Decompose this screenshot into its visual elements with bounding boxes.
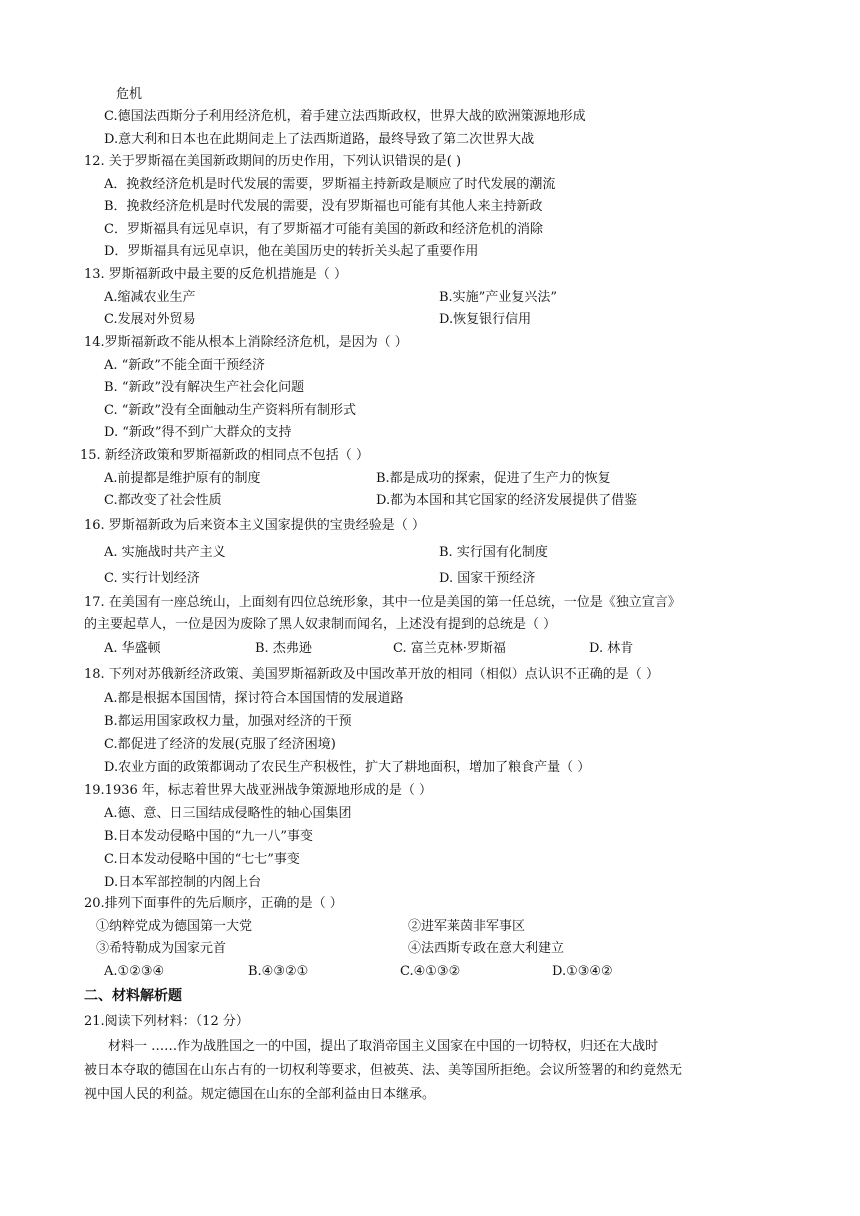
question-13: 13. 罗斯福新政中最主要的反危机措施是（ ） [84,267,347,282]
q15-option-b: B.都是成功的探索，促进了生产力的恢复 [376,471,611,486]
q14-option-b: B. “新政”没有解决生产社会化问题 [104,380,305,395]
section-heading: 二、材料解析题 [84,988,182,1004]
q13-option-b: B.实施”产业复兴法” [439,290,557,305]
question-17: 17. 在美国有一座总统山，上面刻有四位总统形象，其中一位是美国的第一任总统，一位是《独立宣言》 [84,595,681,610]
q12-option-b: B．挽救经济危机是时代发展的需要，没有罗斯福也可能有其他人来主持新政 [104,199,543,214]
option-line: D.意大利和日本也在此期间走上了法西斯道路，最终导致了第二次世界大战 [104,132,535,147]
q16-option-d: D. 国家干预经济 [439,571,536,586]
q18-option-c: C.都促进了经济的发展(克服了经济困境) [104,737,336,752]
q17-option-d: D. 林肯 [589,641,634,656]
question-19: 19.1936 年，标志着世界大战亚洲战争策源地形成的是（ ） [84,783,433,798]
q12-option-c: C．罗斯福具有远见卓识，有了罗斯福才可能有美国的新政和经济危机的消除 [104,222,543,237]
q19-option-a: A.德、意、日三国结成侵略性的轴心国集团 [104,806,352,821]
q14-option-d: D. “新政”得不到广大群众的支持 [104,425,292,440]
q12-option-d: D．罗斯福具有远见卓识，他在美国历史的转折关头起了重要作用 [104,244,479,259]
option-line: 危机 [116,87,143,102]
q18-option-b: B.都运用国家政权力量，加强对经济的干预 [104,714,352,729]
question-17-cont: 的主要起草人，一位是因为废除了黑人奴隶制而闻名，上述没有提到的总统是（ ） [84,617,557,632]
question-16: 16. 罗斯福新政为后来资本主义国家提供的宝贵经验是（ ） [84,518,425,533]
q16-option-b: B. 实行国有化制度 [439,545,548,560]
q14-option-a: A. “新政”不能全面干预经济 [104,358,265,373]
question-14: 14.罗斯福新政不能从根本上消除经济危机，是因为（ ） [84,335,408,350]
question-18: 18. 下列对苏俄新经济政策、美国罗斯福新政及中国改革开放的相同（相似）点认识不正确的是（ ） [84,667,659,682]
q17-option-c: C. 富兰克林·罗斯福 [393,641,506,656]
q20-option-a: A.①②③④ [104,964,165,979]
material-1-line-2: 被日本夺取的德国在山东占有的一切权利等要求，但被英、法、美等国所拒绝。会议所签署的和约竟然无 [84,1063,683,1078]
q17-option-b: B. 杰弗逊 [255,641,312,656]
q20-option-c: C.④①③② [400,964,461,979]
q18-option-a: A.都是根据本国国情，探讨符合本国国情的发展道路 [104,691,404,706]
q12-option-a: A．挽救经济危机是时代发展的需要，罗斯福主持新政是顺应了时代发展的潮流 [104,177,556,192]
q20-event-1: ①纳粹党成为德国第一大党 [96,919,253,934]
question-12: 12. 关于罗斯福在美国新政期间的历史作用，下列认识错误的是( ) [84,154,462,169]
q19-option-d: D.日本军部控制的内阁上台 [104,875,262,890]
q16-option-a: A. 实施战时共产主义 [104,545,226,560]
q20-event-4: ④法西斯专政在意大利建立 [408,941,565,956]
q20-event-2: ②进军莱茵非军事区 [408,919,526,934]
q15-option-c: C.都改变了社会性质 [104,493,222,508]
q16-option-c: C. 实行计划经济 [104,571,200,586]
q15-option-a: A.前提都是维护原有的制度 [104,471,261,486]
q20-option-d: D.①③④② [552,964,613,979]
question-15: 15. 新经济政策和罗斯福新政的相同点不包括（ ） [80,448,369,463]
q15-option-d: D.都为本国和其它国家的经济发展提供了借鉴 [376,493,638,508]
q13-option-a: A.缩减农业生产 [104,290,196,305]
q20-event-3: ③希特勒成为国家元首 [96,941,227,956]
q19-option-b: B.日本发动侵略中国的“九一八”事变 [104,829,313,844]
q17-option-a: A. 华盛顿 [104,641,161,656]
q20-option-b: B.④③②① [248,964,309,979]
q13-option-c: C.发展对外贸易 [104,312,196,327]
q14-option-c: C. “新政”没有全面触动生产资料所有制形式 [104,403,357,418]
option-line: C.德国法西斯分子利用经济危机，着手建立法西斯政权，世界大战的欧洲策源地形成 [104,109,586,124]
material-1-line-1: 材料一 ……作为战胜国之一的中国，提出了取消帝国主义国家在中国的一切特权，归还在大战时 [108,1039,659,1054]
material-1-line-3: 视中国人民的利益。规定德国在山东的全部利益由日本继承。 [84,1087,436,1102]
question-21: 21.阅读下列材料：（12 分） [84,1014,249,1029]
q18-option-d: D.农业方面的政策都调动了农民生产积极性，扩大了耕地面积，增加了粮食产量（ ） [104,760,591,775]
question-20: 20.排列下面事件的先后顺序，正确的是（ ） [84,896,343,911]
q19-option-c: C.日本发动侵略中国的“七七”事变 [104,852,300,867]
q13-option-d: D.恢复银行信用 [439,312,532,327]
